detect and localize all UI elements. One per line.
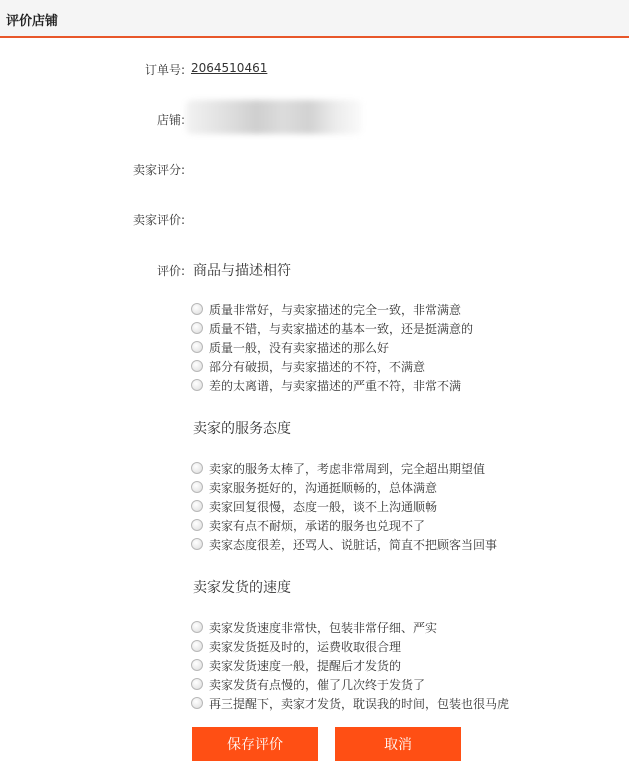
page-title: 评价店铺 — [6, 14, 59, 29]
radio-option[interactable] — [191, 675, 425, 693]
radio-button[interactable] — [191, 500, 203, 512]
header-bar — [0, 0, 629, 38]
radio-option[interactable] — [191, 694, 509, 712]
radio-option-label: 卖家的服务太棒了，考虑非常周到，完全超出期望值 — [209, 461, 486, 476]
radio-option[interactable] — [191, 656, 401, 674]
radio-option-label: 质量非常好，与卖家描述的完全一致，非常满意 — [209, 302, 462, 317]
radio-button[interactable] — [191, 659, 203, 671]
radio-option[interactable] — [191, 618, 437, 636]
order-number-label: 订单号: — [144, 63, 185, 77]
cancel-button[interactable]: 取消 — [335, 727, 461, 761]
radio-button[interactable] — [191, 303, 203, 315]
radio-button[interactable] — [191, 640, 203, 652]
radio-button[interactable] — [191, 538, 203, 550]
radio-button[interactable] — [191, 379, 203, 391]
radio-option-label: 卖家发货挺及时的，运费收取很合理 — [209, 639, 402, 654]
review-label: 评价: — [156, 264, 185, 278]
radio-button[interactable] — [191, 360, 203, 372]
radio-option[interactable] — [191, 459, 485, 477]
radio-option[interactable] — [191, 516, 425, 534]
radio-button[interactable] — [191, 481, 203, 493]
radio-button[interactable] — [191, 322, 203, 334]
section-title-shipping: 卖家发货的速度 — [193, 580, 291, 596]
radio-option-label: 质量一般，没有卖家描述的那么好 — [209, 340, 390, 355]
radio-option[interactable] — [191, 478, 437, 496]
section-title-service: 卖家的服务态度 — [193, 421, 291, 437]
radio-option-label: 卖家回复很慢，态度一般，谈不上沟通顺畅 — [209, 499, 438, 514]
radio-button[interactable] — [191, 621, 203, 633]
radio-option[interactable] — [191, 357, 425, 375]
radio-option-label: 部分有破损，与卖家描述的不符，不满意 — [209, 359, 426, 374]
radio-option[interactable] — [191, 497, 437, 515]
radio-option-label: 再三提醒下，卖家才发货，耽误我的时间，包装也很马虎 — [209, 696, 510, 711]
radio-option[interactable] — [191, 300, 461, 318]
radio-button[interactable] — [191, 678, 203, 690]
radio-option-label: 卖家态度很差，还骂人、说脏话，简直不把顾客当回事 — [209, 537, 498, 552]
radio-option-label: 卖家服务挺好的，沟通挺顺畅的，总体满意 — [209, 480, 438, 495]
radio-option-label: 卖家发货有点慢的，催了几次终于发货了 — [209, 677, 426, 692]
radio-option[interactable] — [191, 535, 497, 553]
radio-option-label: 卖家有点不耐烦，承诺的服务也兑现不了 — [209, 518, 426, 533]
radio-option[interactable] — [191, 338, 389, 356]
radio-option-label: 卖家发货速度一般，提醒后才发货的 — [209, 658, 402, 673]
radio-option-label: 差的太离谱，与卖家描述的严重不符，非常不满 — [209, 378, 462, 393]
shop-name-blurred — [186, 100, 362, 134]
radio-option-label: 卖家发货速度非常快，包装非常仔细、严实 — [209, 620, 438, 635]
radio-option-label: 质量不错，与卖家描述的基本一致，还是挺满意的 — [209, 321, 474, 336]
radio-button[interactable] — [191, 341, 203, 353]
radio-option[interactable] — [191, 376, 461, 394]
radio-button[interactable] — [191, 519, 203, 531]
seller-review-label: 卖家评价: — [132, 213, 185, 227]
radio-option[interactable] — [191, 637, 401, 655]
radio-button[interactable] — [191, 462, 203, 474]
section-title-description: 商品与描述相符 — [193, 263, 291, 279]
radio-button[interactable] — [191, 697, 203, 709]
seller-score-label: 卖家评分: — [132, 163, 185, 177]
order-number-link[interactable]: 2064510461 — [191, 61, 268, 75]
radio-option[interactable] — [191, 319, 473, 337]
shop-label: 店铺: — [156, 113, 185, 127]
save-review-button[interactable]: 保存评价 — [192, 727, 318, 761]
